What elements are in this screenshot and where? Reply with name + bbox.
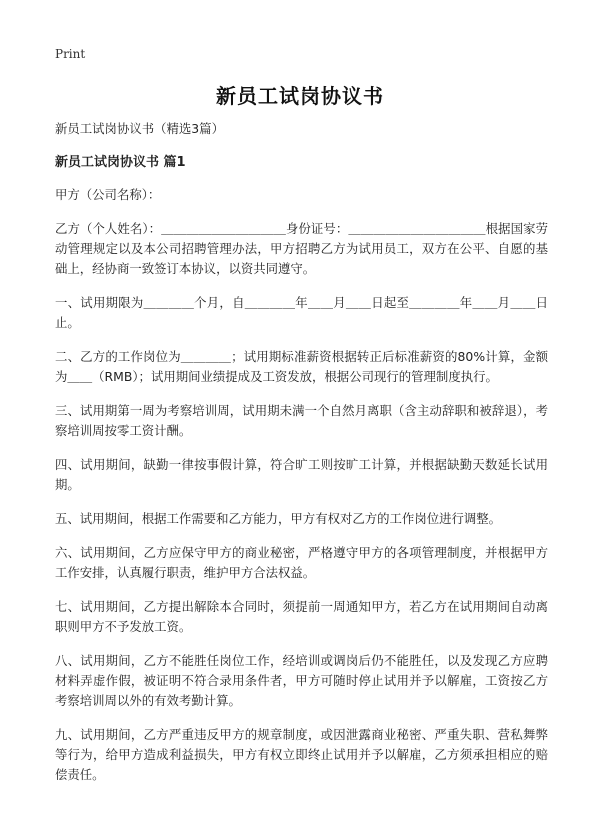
clause-8: 八、试用期间，乙方不能胜任岗位工作，经培训或调岗后仍不能胜任，以及发现乙方应聘材料弄虚作假，被证明不符合录用条件者，甲方可随时停止试用并予以解雇，工资按乙方考察培训周以外的有效考勤计算。 [55, 653, 548, 708]
document-subtitle: 新员工试岗协议书（精选3篇） [55, 121, 224, 136]
document-body [55, 119, 548, 799]
section-heading: 新员工试岗协议书 篇1 [55, 155, 186, 170]
clause-3: 三、试用期第一周为考察培训周，试用期未满一个自然月离职（含主动辞职和被辞退），考察培训周按零工资计酬。 [55, 403, 548, 438]
clause-6: 六、试用期间，乙方应保守甲方的商业秘密，严格遵守甲方的各项管理制度，并根据甲方工作安排，认真履行职责，维护甲方合法权益。 [55, 545, 548, 580]
clause-party-b: 乙方（个人姓名）：＿＿＿＿＿＿＿＿＿＿身份证号：＿＿＿＿＿＿＿＿＿＿＿根据国家劳动管理规定以及本公司招聘管理办法，甲方招聘乙方为试用员工，双方在公平、自愿的基础上，经协商一致签订本协议，以资共同遵守。 [55, 221, 548, 276]
clause-9: 九、试用期间，乙方严重违反甲方的规章制度，或因泄露商业秘密、严重失职、营私舞弊等行为，给甲方造成利益损失，甲方有权立即终止试用并予以解雇，乙方须承担相应的赔偿责任。 [55, 727, 548, 782]
clause-2: 二、乙方的工作岗位为＿＿＿＿；试用期标准薪资根据转正后标准薪资的80%计算，金额为＿＿（RMB）；试用期间业绩提成及工资发放，根据公司现行的管理制度执行。 [55, 349, 548, 384]
clause-5: 五、试用期间，根据工作需要和乙方能力，甲方有权对乙方的工作岗位进行调整。 [55, 511, 502, 526]
document-title: 新员工试岗协议书 [216, 84, 384, 108]
clause-4: 四、试用期间，缺勤一律按事假计算，符合旷工则按旷工计算，并根据缺勤天数延长试用期。 [55, 457, 548, 492]
clause-1: 一、试用期限为＿＿＿＿个月，自＿＿＿＿年＿＿月＿＿日起至＿＿＿＿年＿＿月＿＿日止。 [55, 295, 548, 330]
clause-7: 七、试用期间，乙方提出解除本合同时，须提前一周通知甲方，若乙方在试用期间自动离职则甲方不予发放工资。 [55, 599, 548, 634]
print-label: Print [55, 47, 86, 61]
party-a-line: 甲方（公司名称）： [55, 187, 161, 202]
